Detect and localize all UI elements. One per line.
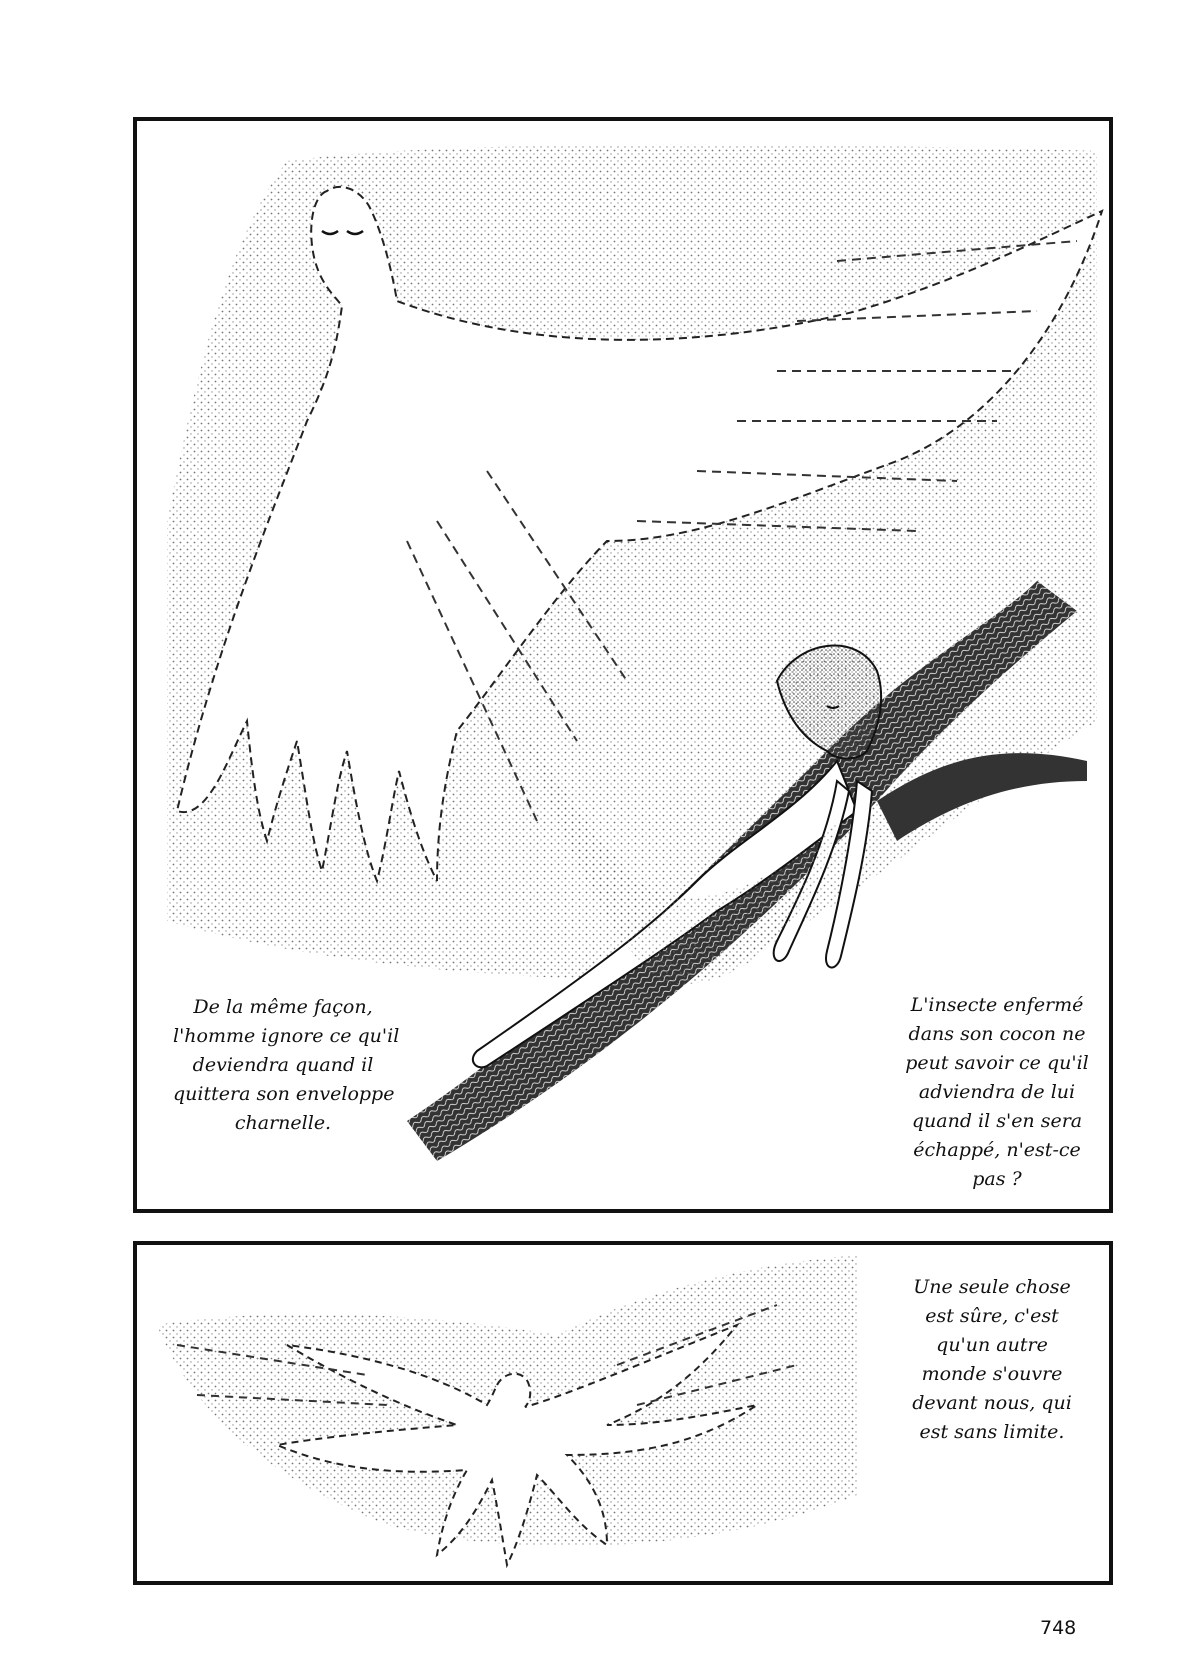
caption-line: charnelle. xyxy=(234,1112,332,1134)
caption-line: quittera son enveloppe xyxy=(173,1083,395,1105)
narration-caption-left xyxy=(173,993,400,1138)
narration-caption-bottom xyxy=(897,1273,1087,1447)
caption-line: L'insecte enfermé xyxy=(910,994,1084,1016)
manga-panel-bottom xyxy=(133,1241,1113,1585)
caption-line: l'homme ignore ce qu'il xyxy=(173,1025,400,1047)
caption-line: est sans limite. xyxy=(919,1421,1065,1443)
caption-line: De la même façon, xyxy=(193,996,373,1018)
caption-line: peut savoir ce qu'il xyxy=(905,1052,1089,1074)
caption-line: deviendra quand il xyxy=(192,1054,374,1076)
caption-line: dans son cocon ne xyxy=(908,1023,1086,1045)
caption-line: quand il s'en sera xyxy=(911,1110,1083,1132)
caption-line: est sûre, c'est xyxy=(925,1305,1059,1327)
caption-line: adviendra de lui xyxy=(918,1081,1076,1103)
caption-line: pas ? xyxy=(972,1168,1022,1190)
caption-line: qu'un autre xyxy=(936,1334,1048,1356)
caption-line: Une seule chose xyxy=(913,1276,1071,1298)
caption-line: échappé, n'est-ce xyxy=(913,1139,1081,1161)
manga-panel-top xyxy=(133,117,1113,1213)
page-number: 748 xyxy=(1040,1617,1077,1639)
caption-line: monde s'ouvre xyxy=(921,1363,1063,1385)
caption-line: devant nous, qui xyxy=(912,1392,1072,1414)
narration-caption-right xyxy=(897,991,1097,1194)
